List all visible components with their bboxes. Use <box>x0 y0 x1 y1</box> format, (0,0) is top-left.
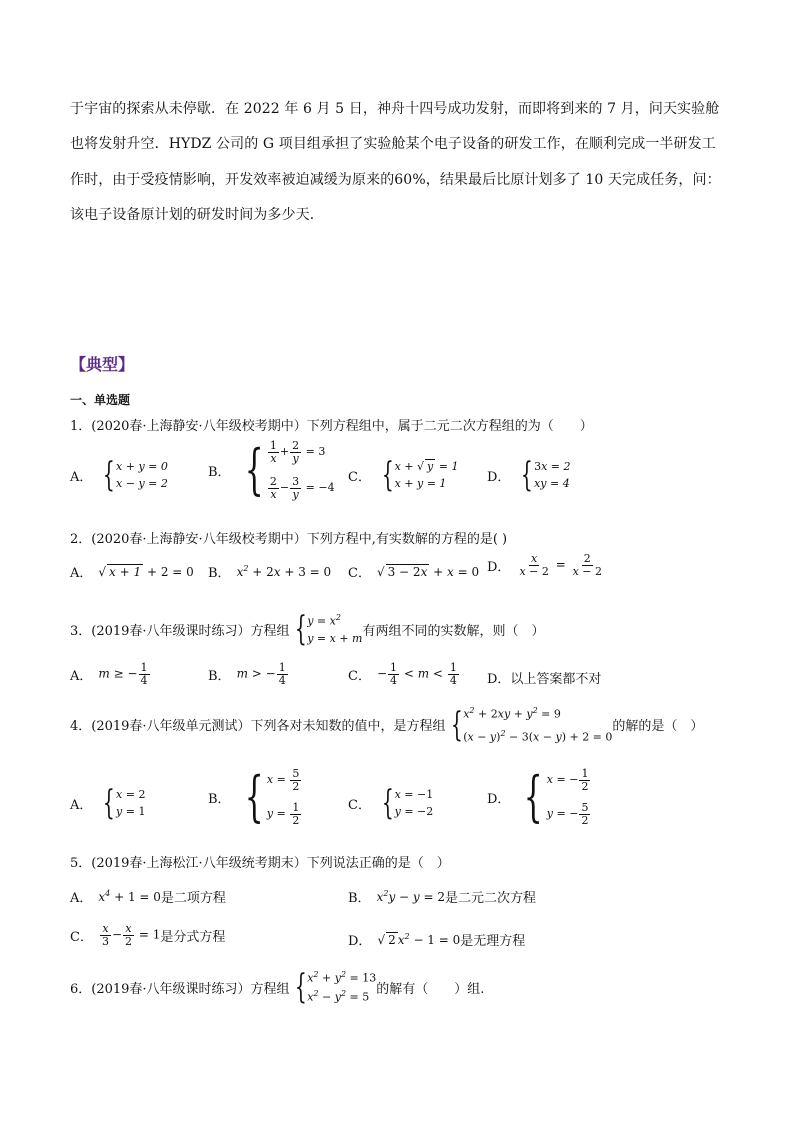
q5-option-c[interactable] <box>70 923 225 947</box>
equation-system: { $y = x^2$ y = x + m <box>294 609 363 649</box>
section-subtitle: 一、单选题 <box>70 393 131 407</box>
question-3-stem-a: 3．(2019春·八年级课时练习）方程组 <box>70 623 290 639</box>
q2-option-c[interactable] <box>348 562 479 581</box>
option-label: C． <box>348 668 371 684</box>
equation: $x^4 + 1 = 0$ <box>98 889 161 904</box>
question-3-stem <box>70 609 545 649</box>
section-title: 【典型】 <box>70 355 135 374</box>
equation: $x^2 + 2x + 3 = 0$ <box>236 564 332 579</box>
equation: √ 2 $x^2 - 1 = 0$ <box>377 932 461 947</box>
q3-option-d[interactable] <box>487 668 601 687</box>
question-2-stem: 2．(2020春·上海静安·八年级校考期中）下列方程中,有实数解的方程的是( ) <box>70 532 508 547</box>
q1-option-a[interactable] <box>70 455 168 495</box>
option-text: D．以上答案都不对 <box>487 672 602 687</box>
inequality: − $\frac{1}{4}$ < m < $\frac{1}{4}$ <box>376 661 457 687</box>
option-label: A． <box>70 891 93 906</box>
q1-option-b[interactable] <box>208 440 335 500</box>
option-label: D． <box>487 791 511 807</box>
question-1-stem: 1．(2020春·上海静安·八年级校考期中）下列方程组中，属于二元二次方程组的为（ ） <box>70 419 593 434</box>
q4-option-b[interactable] <box>208 765 302 829</box>
question-6-stem-a: 6．(2019春·八年级课时练习）方程组 <box>70 981 290 997</box>
q1-option-d[interactable] <box>487 455 571 495</box>
option-label: A． <box>70 668 93 684</box>
option-label: C． <box>70 929 93 945</box>
equation-system: { x = 2 y = 1 <box>103 783 146 823</box>
q1-option-c[interactable] <box>348 455 459 495</box>
equation-system: { x = −1 y = −2 <box>381 783 434 823</box>
equation: √ x + 1 + 2 = 0 <box>98 564 194 579</box>
equation-system: { x = $\frac{5}{2}$ y = $\frac{1}{2}$ <box>244 765 300 829</box>
option-text: 是无理方程 <box>460 934 526 949</box>
option-text: 是二元二次方程 <box>445 891 537 906</box>
equation: $\frac{x}{x - 2}$ = $\frac{2}{x - 2}$ <box>519 552 602 578</box>
option-label: D． <box>487 559 511 575</box>
equation-system: { x + y = 0 x − y = 2 <box>103 455 168 495</box>
equation-system: { $x^2 + 2xy + y^2 = 9$ $(x - y)^2 - 3(x - y) + 2 = 0$ <box>450 704 613 745</box>
question-5-stem: 5．(2019春·上海松江·八年级统考期末）下列说法正确的是（ ） <box>70 856 450 871</box>
option-label: D． <box>348 934 372 949</box>
q2-option-d[interactable] <box>487 553 605 577</box>
q3-option-a[interactable] <box>70 662 151 686</box>
option-label: B． <box>348 891 371 906</box>
q5-option-d[interactable] <box>348 930 525 949</box>
q2-option-a[interactable] <box>70 562 194 581</box>
option-label: C． <box>348 469 371 485</box>
q4-option-c[interactable] <box>348 783 434 823</box>
question-3-stem-b: 有两组不同的实数解，则（ ） <box>362 623 545 639</box>
option-label: C． <box>348 797 371 813</box>
q5-option-a[interactable] <box>70 887 226 906</box>
q2-option-b[interactable] <box>208 562 331 581</box>
q3-option-b[interactable] <box>208 662 289 686</box>
question-4-stem-b: 的解的是（ ） <box>612 719 704 735</box>
option-label: A． <box>70 469 93 485</box>
equation: $\frac{x}{3}$ − $\frac{x}{2}$ = 1 <box>101 922 161 948</box>
inequality: m > − $\frac{1}{4}$ <box>236 661 286 687</box>
question-6-stem-b: 的解有（ ）组. <box>376 981 485 997</box>
equation-system: { 3x = 2 xy = 4 <box>521 455 571 495</box>
option-text: 是分式方程 <box>160 929 226 945</box>
option-label: B． <box>208 791 231 807</box>
question-4-stem <box>70 706 703 743</box>
inequality: m ≥ − $\frac{1}{4}$ <box>98 661 148 687</box>
q4-option-d[interactable] <box>487 765 591 829</box>
equation: $x^2y - y = 2$ <box>376 889 446 904</box>
option-label: C． <box>348 566 371 581</box>
equation-system: { x + √ y = 1 x + y = 1 <box>381 455 459 495</box>
q4-option-a[interactable] <box>70 783 146 823</box>
option-label: A． <box>70 797 93 813</box>
intro-paragraph: 于宇宙的探索从未停歇．在 2022 年 6 月 5 日，神舟十四号成功发射，而即将到来的 7 月，问天实验舱也将发射升空．HYDZ 公司的 G 项目组承担了实验舱某个电子设备的研发工作，在顺利完成一半研发工作时，由于受疫情影响，开发效率被迫减缓为原来的60%，结果最后比原计划多了 10 天完成任务，问：该电子设备原计划的研发时间为多少天． <box>70 101 721 223</box>
q5-option-b[interactable] <box>348 887 536 906</box>
equation-system: { $\frac{1}{x}$ + $\frac{2}{y}$ = 3 $\frac{2}{x}$ − $\frac{3}{y}$ = −4 <box>244 438 335 502</box>
option-text: 是二项方程 <box>160 891 226 906</box>
option-label: A． <box>70 566 93 581</box>
equation: √ 3 − 2x + x = 0 <box>376 564 480 579</box>
option-label: D． <box>487 469 511 485</box>
option-label: B． <box>208 566 231 581</box>
question-6-stem <box>70 967 485 1007</box>
equation-system: { x = − $\frac{1}{2}$ y = − $\frac{5}{2}$ <box>524 765 589 829</box>
option-label: B． <box>208 668 231 684</box>
equation-system: { $x^2 + y^2 = 13$ $x^2 - y^2 = 5$ <box>294 967 377 1007</box>
q3-option-c[interactable] <box>348 662 460 686</box>
option-label: B． <box>208 464 231 480</box>
question-4-stem-a: 4．(2019春·八年级单元测试）下列各对未知数的值中，是方程组 <box>70 719 446 735</box>
